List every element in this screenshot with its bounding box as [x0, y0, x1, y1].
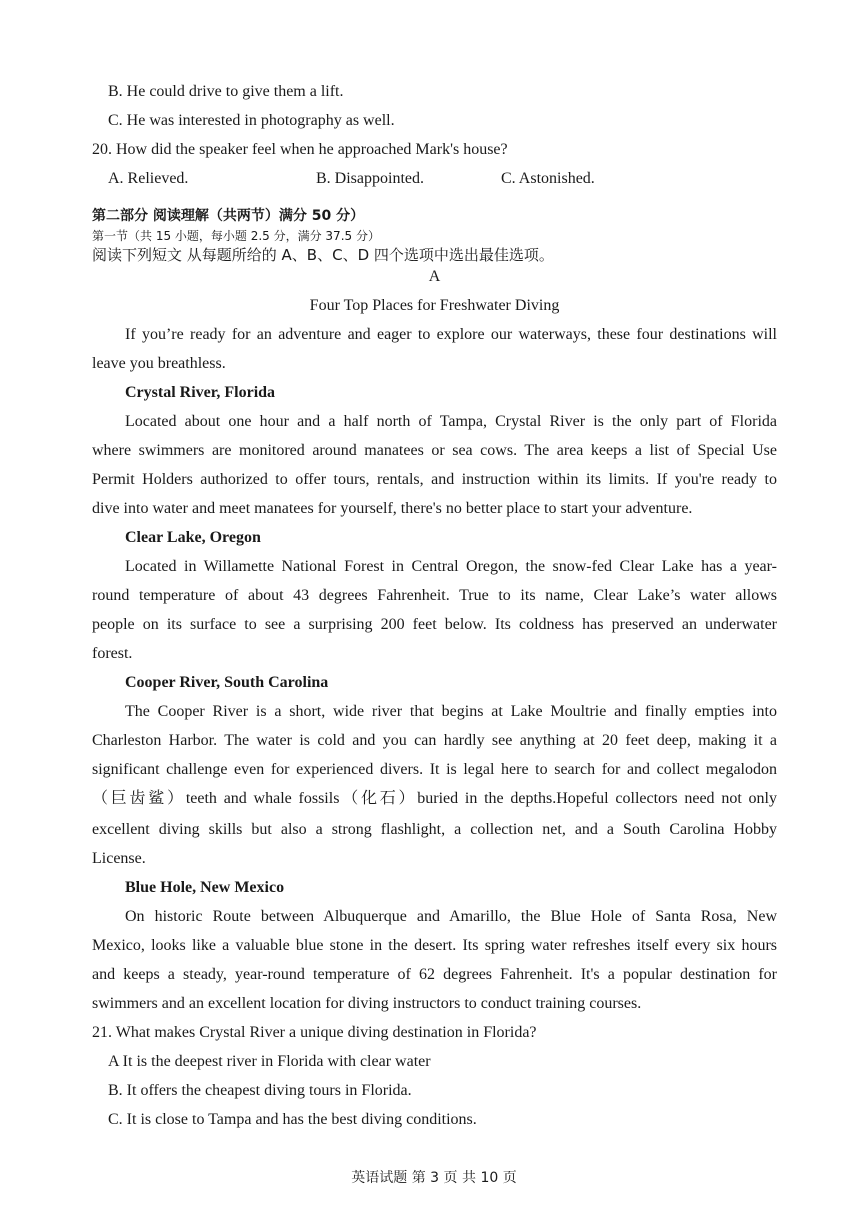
paragraph-line: Charleston Harbor. The water is cold and you can hardly see anything at 20 feet deep, making it a — [92, 732, 777, 749]
paragraph-line: excellent diving skills but also a strong flashlight, a collection net, and a South Carolina Hobby — [92, 821, 777, 838]
paragraph-line: Permit Holders authorized to offer tours, rentals, and instruction within its limits. If you're ready to — [92, 471, 777, 488]
paragraph-line: License. — [92, 850, 146, 867]
paragraph-line: forest. — [92, 645, 133, 662]
section-part-title: 第二部分 阅读理解（共两节）满分 50 分） — [92, 208, 365, 224]
intro-line: leave you breathless. — [92, 355, 226, 372]
place-heading-cooper-river: Cooper River, South Carolina — [125, 674, 329, 691]
paragraph-line: （巨齿鲨）teeth and whale fossils（化石）buried in the depths.Hopeful collectors need not only — [92, 790, 777, 807]
paragraph-line: people on its surface to see a surprising 200 feet below. Its coldness has preserved an underwater — [92, 616, 777, 633]
q21-question: 21. What makes Crystal River a unique diving destination in Florida? — [92, 1024, 537, 1041]
q20-option-b: B. Disappointed. — [316, 170, 424, 187]
paragraph-line: Mexico, looks like a valuable blue stone in the desert. Its spring water refreshes itself every six hours — [92, 937, 777, 954]
paragraph-line: dive into water and meet manatees for yourself, there's no better place to start your adventure. — [92, 500, 693, 517]
page-footer: 英语试题 第 3 页 共 10 页 — [351, 1170, 517, 1186]
place-heading-clear-lake: Clear Lake, Oregon — [125, 529, 261, 546]
paragraph-line: swimmers and an excellent location for diving instructors to conduct training courses. — [92, 995, 642, 1012]
section-subsection: 第一节（共 15 小题，每小题 2.5 分，满分 37.5 分） — [92, 229, 380, 243]
paragraph-line: and keeps a steady, year-round temperature of 62 degrees Fahrenheit. It's a popular destination for — [92, 966, 777, 983]
place-heading-crystal-river: Crystal River, Florida — [125, 384, 276, 401]
q21-option-c: C. It is close to Tampa and has the best diving conditions. — [108, 1111, 477, 1128]
paragraph-line: round temperature of about 43 degrees Fahrenheit. True to its name, Clear Lake’s water allows — [92, 587, 777, 604]
q21-option-a: A It is the deepest river in Florida with clear water — [108, 1053, 431, 1070]
paragraph-line: Located about one hour and a half north of Tampa, Crystal River is the only part of Florida — [125, 413, 777, 430]
q19-option-c: C. He was interested in photography as well. — [108, 112, 395, 129]
q20-option-c: C. Astonished. — [501, 170, 595, 187]
section-instruction: 阅读下列短文 从每题所给的 A、B、C、D 四个选项中选出最佳选项。 — [92, 246, 554, 264]
paragraph-line: Located in Willamette National Forest in Central Oregon, the snow-fed Clear Lake has a year- — [125, 558, 777, 575]
place-heading-blue-hole: Blue Hole, New Mexico — [125, 879, 285, 896]
q19-option-b: B. He could drive to give them a lift. — [108, 83, 344, 100]
paragraph-line: The Cooper River is a short, wide river that begins at Lake Moultrie and finally empties into — [125, 703, 777, 720]
intro-line: If you’re ready for an adventure and eager to explore our waterways, these four destinations will — [125, 326, 777, 343]
q20-question: 20. How did the speaker feel when he approached Mark's house? — [92, 141, 508, 158]
q20-option-a: A. Relieved. — [108, 170, 189, 187]
paragraph-line: where swimmers are monitored around manatees or sea cows. The area keeps a list of Special Use — [92, 442, 777, 459]
paragraph-line: On historic Route between Albuquerque and Amarillo, the Blue Hole of Santa Rosa, New — [125, 908, 777, 925]
passage-title: Four Top Places for Freshwater Diving — [309, 297, 560, 314]
q21-option-b: B. It offers the cheapest diving tours in Florida. — [108, 1082, 412, 1099]
paragraph-line: significant challenge even for experienced divers. It is legal here to search for and collect megalodon — [92, 761, 777, 778]
passage-letter: A — [428, 268, 441, 285]
